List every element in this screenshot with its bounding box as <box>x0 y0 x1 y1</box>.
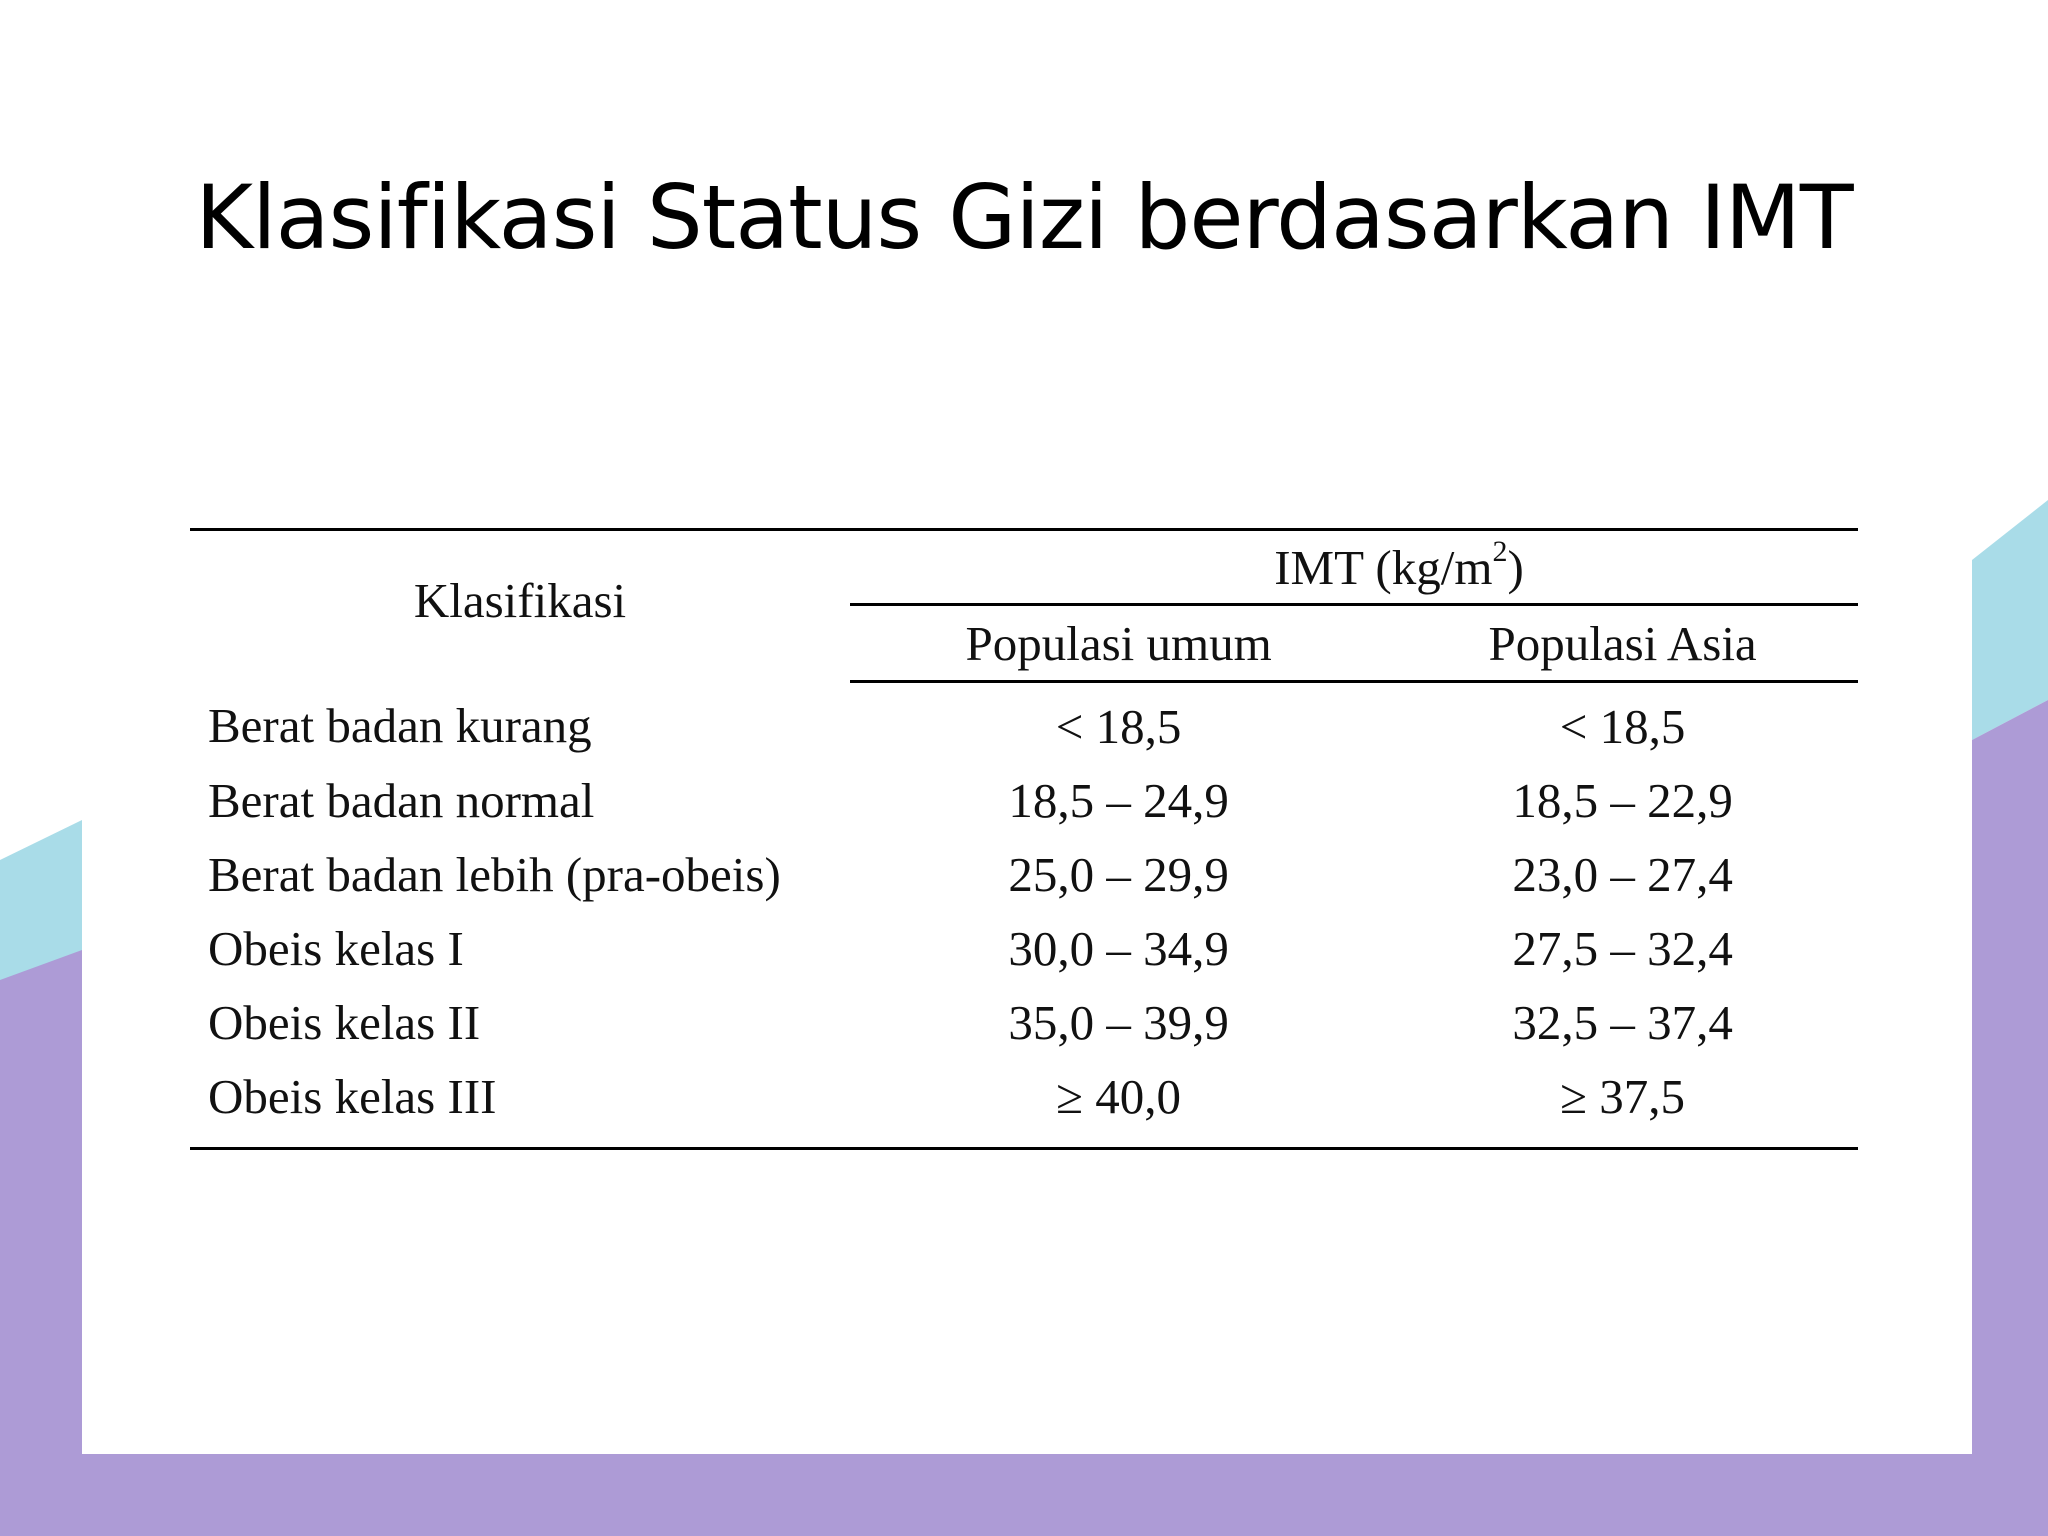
table <box>190 528 1858 1150</box>
table-row <box>190 1059 1858 1149</box>
table-row <box>190 763 1858 837</box>
row-value-asia: < 18,5 <box>1559 698 1686 754</box>
header-population-asia: Populasi Asia <box>1387 605 1858 682</box>
row-label: Obeis kelas I <box>208 920 464 976</box>
row-value-asia: ≥ 37,5 <box>1387 1059 1858 1149</box>
row-label: Obeis kelas II <box>208 994 481 1050</box>
row-value-general: < 18,5 <box>1055 698 1182 754</box>
table-row <box>190 837 1858 911</box>
cyan-right-band <box>1972 500 2048 740</box>
table-row <box>190 985 1858 1059</box>
header-imt-label: IMT (kg/m <box>1274 539 1493 595</box>
row-label: Obeis kelas III <box>190 1059 850 1149</box>
row-value-general: 18,5 – 24,9 <box>1008 772 1229 828</box>
table-row <box>190 682 1858 764</box>
purple-bottom-band <box>0 1454 2048 1536</box>
header-population-general: Populasi umum <box>850 605 1387 682</box>
row-value-general: 35,0 – 39,9 <box>1008 994 1229 1050</box>
row-label: Berat badan normal <box>208 772 595 828</box>
header-classification: Klasifikasi <box>190 530 850 682</box>
row-value-asia: 18,5 – 22,9 <box>1512 772 1733 828</box>
table-row <box>190 911 1858 985</box>
row-value-general: 25,0 – 29,9 <box>1008 846 1229 902</box>
bmi-classification-table <box>190 528 1858 1150</box>
purple-left-band <box>0 950 82 1536</box>
row-value-general: 30,0 – 34,9 <box>1008 920 1229 976</box>
header-imt-superscript: 2 <box>1492 534 1508 568</box>
table-header-row <box>190 530 1858 605</box>
row-label: Berat badan kurang <box>208 697 592 753</box>
row-value-asia: 23,0 – 27,4 <box>1512 846 1733 902</box>
slide-title: Klasifikasi Status Gizi berdasarkan IMT <box>195 166 1853 269</box>
header-imt <box>850 530 1858 605</box>
row-value-asia: 27,5 – 32,4 <box>1512 920 1733 976</box>
row-label: Berat badan lebih (pra-obeis) <box>208 846 781 902</box>
purple-right-band <box>1972 700 2048 1536</box>
header-imt-close: ) <box>1507 539 1524 595</box>
row-value-asia: 32,5 – 37,4 <box>1512 994 1733 1050</box>
row-value-general: ≥ 40,0 <box>850 1059 1387 1149</box>
